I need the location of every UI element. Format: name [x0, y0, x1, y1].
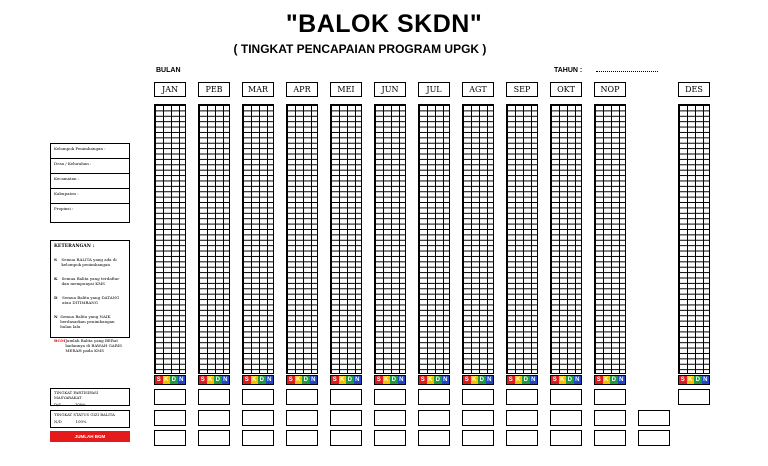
month-column-mar [242, 82, 274, 383]
value-box[interactable] [506, 410, 538, 426]
value-box[interactable] [198, 430, 230, 446]
info-row[interactable]: Desa / Kelurahan : [51, 159, 129, 174]
skdn-letter: K [296, 377, 301, 383]
month-header: OKT [550, 82, 582, 97]
value-box[interactable] [594, 430, 626, 446]
skdn-letter: D [435, 377, 440, 383]
skdn-legend [330, 375, 362, 385]
month-column-jul [418, 82, 450, 383]
skdn-letter: K [688, 377, 693, 383]
skdn-letter: K [516, 377, 521, 383]
month-header: APR [286, 82, 318, 97]
partisipasi-fraction: D/S [54, 402, 61, 407]
month-column-sep [506, 82, 538, 383]
balok-grid[interactable] [594, 104, 626, 374]
skdn-legend [594, 375, 626, 385]
skdn-legend [374, 375, 406, 385]
skdn-legend [242, 375, 274, 385]
value-box[interactable] [198, 410, 230, 426]
value-box[interactable] [462, 410, 494, 426]
value-box[interactable] [506, 430, 538, 446]
value-box[interactable] [418, 430, 450, 446]
skdn-legend [550, 375, 582, 385]
skdn-letter: S [288, 377, 293, 383]
month-header: AGT [462, 82, 494, 97]
keterangan-item: BGM Jumlah Balita yang BERat badannya di BAWAH GARIS MERAH pada KMS [54, 338, 123, 353]
skdn-legend [462, 375, 494, 385]
skdn-letter: S [552, 377, 557, 383]
partisipasi-label: TINGKAT PARTISIPASI MASYARAKAT [54, 390, 99, 400]
month-header: DES [678, 82, 710, 97]
month-header: PEB [198, 82, 230, 97]
skdn-letter: N [267, 377, 272, 383]
value-box[interactable] [418, 410, 450, 426]
skdn-letter: D [479, 377, 484, 383]
hasil-percent: 100% [75, 419, 87, 424]
skdn-legend [678, 375, 710, 385]
balok-grid[interactable] [286, 104, 318, 374]
skdn-letter: D [215, 377, 220, 383]
skdn-letter: S [244, 377, 249, 383]
month-column-jan [154, 82, 186, 383]
month-header: SEP [506, 82, 538, 97]
skdn-letter: S [332, 377, 337, 383]
keterangan-heading: KETERANGAN : [54, 244, 95, 249]
skdn-letter: N [355, 377, 360, 383]
month-column-apr [286, 82, 318, 383]
skdn-letter: D [567, 377, 572, 383]
skdn-letter: S [680, 377, 685, 383]
skdn-letter: D [523, 377, 528, 383]
value-box[interactable] [286, 389, 318, 405]
skdn-letter: K [472, 377, 477, 383]
skdn-legend [198, 375, 230, 385]
value-box[interactable] [154, 410, 186, 426]
skdn-letter: N [443, 377, 448, 383]
tahun-label: TAHUN : [554, 67, 583, 74]
balok-grid[interactable] [550, 104, 582, 374]
month-column-jun [374, 82, 406, 383]
keterangan-item: K Semua Balita yang terdaftar dan mempunyai KMS [54, 276, 120, 286]
month-column-peb [198, 82, 230, 383]
skdn-letter: N [703, 377, 708, 383]
value-box[interactable] [462, 389, 494, 405]
keterangan-item: N Semua Balita yang NAIK berdasarkan penimbangan bulan lalu [54, 314, 115, 329]
info-box [50, 143, 130, 223]
skdn-letter: K [164, 377, 169, 383]
skdn-letter: N [399, 377, 404, 383]
value-box[interactable] [242, 389, 274, 405]
balok-grid[interactable] [198, 104, 230, 374]
balok-grid[interactable] [154, 104, 186, 374]
skdn-letter: D [171, 377, 176, 383]
skdn-letter: K [428, 377, 433, 383]
keterangan-box [50, 240, 130, 353]
skdn-letter: N [531, 377, 536, 383]
skdn-legend [506, 375, 538, 385]
bulan-label: BULAN [156, 67, 181, 74]
skdn-letter: N [311, 377, 316, 383]
skdn-letter: D [391, 377, 396, 383]
month-header: NOP [594, 82, 626, 97]
value-box[interactable] [286, 430, 318, 446]
keterangan-item: S Semua BALITA yang ada di kelompok penimbangan [54, 257, 117, 267]
value-box[interactable] [594, 410, 626, 426]
month-column-nop [594, 82, 626, 383]
skdn-letter: K [604, 377, 609, 383]
keterangan-item: D Semua Balita yang DATANG atau DITIMBANG [54, 295, 120, 305]
balok-grid[interactable] [678, 104, 710, 374]
skdn-letter: N [223, 377, 228, 383]
skdn-letter: S [508, 377, 513, 383]
skdn-letter: D [259, 377, 264, 383]
value-box[interactable] [242, 430, 274, 446]
skdn-letter: S [200, 377, 205, 383]
value-box[interactable] [374, 389, 406, 405]
skdn-letter: N [179, 377, 184, 383]
value-box[interactable] [330, 389, 362, 405]
skdn-letter: S [464, 377, 469, 383]
value-box[interactable] [594, 389, 626, 405]
value-box[interactable] [418, 389, 450, 405]
month-header: MEI [330, 82, 362, 97]
page-subtitle: ( TINGKAT PENCAPAIAN PROGRAM UPGK ) [233, 42, 487, 56]
value-box[interactable] [506, 389, 538, 405]
skdn-legend [154, 375, 186, 385]
skdn-letter: K [252, 377, 257, 383]
skdn-letter: S [420, 377, 425, 383]
value-box[interactable] [330, 430, 362, 446]
month-column-des [678, 82, 710, 383]
value-box[interactable] [242, 410, 274, 426]
value-box[interactable] [330, 410, 362, 426]
info-row[interactable]: Kelompok Penimbangan : [51, 144, 129, 159]
month-header: MAR [242, 82, 274, 97]
skdn-letter: N [575, 377, 580, 383]
skdn-legend [418, 375, 450, 385]
info-row[interactable]: Kecamatan : [51, 174, 129, 189]
skdn-letter: D [695, 377, 700, 383]
month-column-mei [330, 82, 362, 383]
value-box[interactable] [154, 389, 186, 405]
month-header: JUL [418, 82, 450, 97]
value-box[interactable] [550, 389, 582, 405]
hasil-label: TINGKAT STATUS GIZI BALITA [54, 412, 115, 417]
value-box[interactable] [550, 430, 582, 446]
skdn-letter: D [303, 377, 308, 383]
skdn-letter: D [347, 377, 352, 383]
skdn-letter: K [340, 377, 345, 383]
balok-grid[interactable] [374, 104, 406, 374]
skdn-letter: N [487, 377, 492, 383]
value-box[interactable] [374, 430, 406, 446]
skdn-letter: K [208, 377, 213, 383]
value-box[interactable] [550, 410, 582, 426]
month-header: JAN [154, 82, 186, 97]
value-box[interactable] [462, 430, 494, 446]
month-column-okt [550, 82, 582, 383]
value-box[interactable] [374, 410, 406, 426]
skdn-legend [286, 375, 318, 385]
value-box[interactable] [286, 410, 318, 426]
balok-grid[interactable] [462, 104, 494, 374]
partisipasi-percent: 100% [74, 402, 86, 407]
skdn-letter: D [611, 377, 616, 383]
value-box[interactable] [198, 389, 230, 405]
jumlah-bgm-label: JUMLAH BGM [50, 431, 130, 442]
skdn-letter: N [619, 377, 624, 383]
hasil-box [50, 410, 130, 428]
value-box[interactable] [638, 430, 670, 446]
info-row[interactable]: Propinsi : [54, 206, 74, 211]
skdn-letter: S [156, 377, 161, 383]
page-title: "BALOK SKDN" [285, 10, 483, 38]
skdn-letter: K [560, 377, 565, 383]
balok-grid[interactable] [330, 104, 362, 374]
info-row[interactable]: Kabupaten : [51, 189, 129, 204]
hasil-fraction: N/D [54, 419, 62, 424]
value-box[interactable] [638, 410, 670, 426]
value-box[interactable] [678, 389, 710, 405]
month-header: JUN [374, 82, 406, 97]
partisipasi-box [50, 388, 130, 406]
tahun-field[interactable] [596, 70, 658, 72]
skdn-letter: K [384, 377, 389, 383]
balok-grid[interactable] [418, 104, 450, 374]
value-box[interactable] [154, 430, 186, 446]
skdn-letter: S [376, 377, 381, 383]
skdn-letter: S [596, 377, 601, 383]
month-column-agt [462, 82, 494, 383]
balok-grid[interactable] [506, 104, 538, 374]
balok-grid[interactable] [242, 104, 274, 374]
